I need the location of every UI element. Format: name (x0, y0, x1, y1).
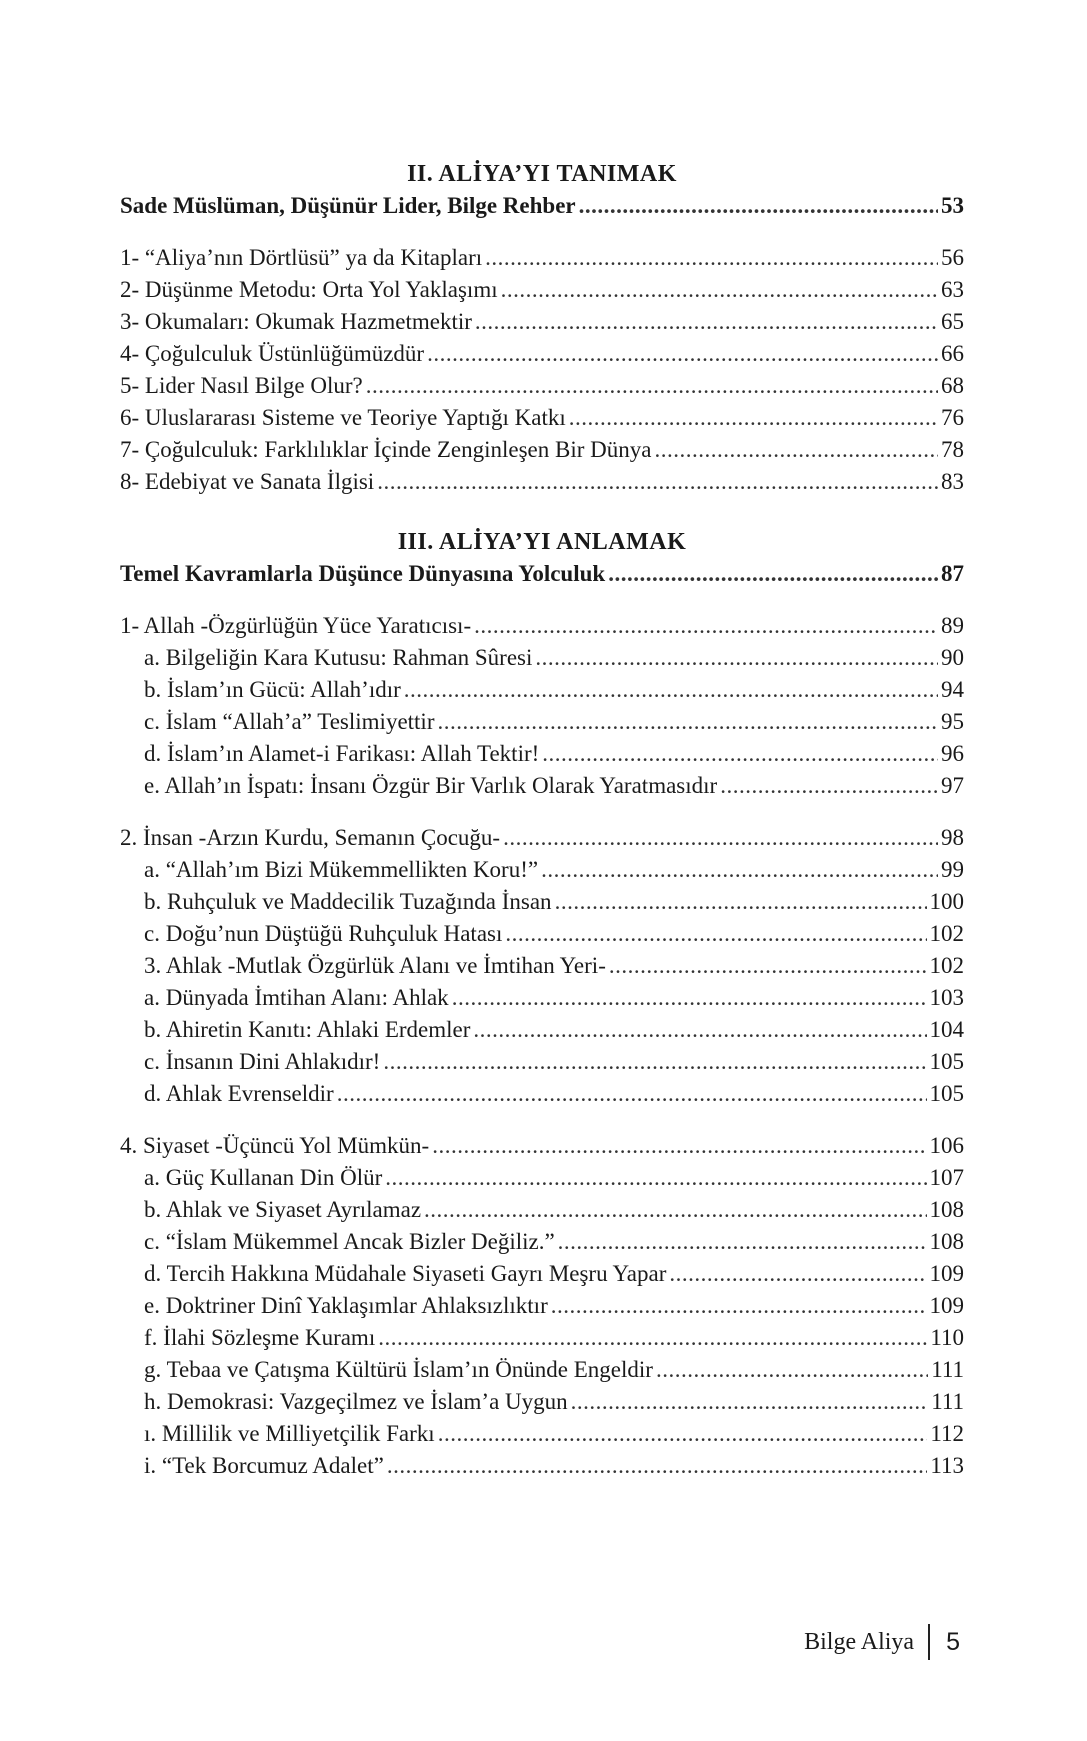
dot-leader (571, 1386, 929, 1418)
entry-label: g. Tebaa ve Çatışma Kültürü İslam’ın Önünde Engeldir (144, 1357, 653, 1382)
dot-leader (432, 1130, 926, 1162)
entry-page: 108 (929, 1229, 964, 1254)
entry-label: 1- Allah -Özgürlüğün Yüce Yaratıcısı- (120, 613, 472, 638)
entry-page: 90 (941, 645, 964, 670)
dot-leader (337, 1078, 927, 1110)
part-2-entries (120, 242, 964, 498)
dot-leader (656, 1354, 928, 1386)
toc-entry[interactable] (120, 338, 964, 370)
entry-page: 112 (930, 1421, 964, 1446)
entry-page: 100 (929, 889, 964, 914)
dot-leader (654, 434, 938, 466)
toc-entry[interactable] (120, 370, 964, 402)
entry-label: e. Allah’ın İspatı: İnsanı Özgür Bir Varlık Olarak Yaratmasıdır (144, 773, 718, 798)
entry-label: a. Güç Kullanan Din Ölür (144, 1165, 383, 1190)
dot-leader (404, 674, 938, 706)
dot-leader (366, 370, 938, 402)
entry-page: 103 (929, 985, 964, 1010)
entry-page: 109 (929, 1293, 964, 1318)
dot-leader (609, 950, 927, 982)
toc-subentry[interactable] (120, 1226, 964, 1258)
entry-page: 109 (929, 1261, 964, 1286)
entry-label: 8- Edebiyat ve Sanata İlgisi (120, 469, 375, 494)
entry-page: 94 (941, 677, 964, 702)
entry-page: 106 (929, 1133, 964, 1158)
entry-label: 6- Uluslararası Sisteme ve Teoriye Yaptığı Katkı (120, 405, 566, 430)
entry-label: b. Ahiretin Kanıtı: Ahlaki Erdemler (144, 1017, 471, 1042)
entry-page: 68 (941, 373, 964, 398)
entry-page: 105 (929, 1049, 964, 1074)
dot-leader (427, 338, 938, 370)
toc-entry[interactable] (120, 1130, 964, 1162)
section-siyaset (120, 1130, 964, 1482)
entry-label: d. İslam’ın Alamet-i Farikası: Allah Tektir! (144, 741, 540, 766)
entry-label: 4- Çoğulculuk Üstünlüğümüzdür (120, 341, 425, 366)
entry-page: 108 (929, 1197, 964, 1222)
toc-subentry[interactable] (120, 1194, 964, 1226)
part-2-title: II. ALİYA’YI TANIMAK (407, 161, 677, 187)
entry-label: a. Dünyada İmtihan Alanı: Ahlak (144, 985, 449, 1010)
entry-page: 96 (941, 741, 964, 766)
dot-leader (377, 466, 938, 498)
entry-label: c. Doğu’nun Düştüğü Ruhçuluk Hatası (144, 921, 503, 946)
entry-page: 87 (941, 561, 964, 586)
entry-label: 5- Lider Nasıl Bilge Olur? (120, 373, 363, 398)
toc-entry[interactable] (120, 242, 964, 274)
dot-leader (669, 1258, 926, 1290)
toc-subentry[interactable] (120, 1322, 964, 1354)
dot-leader (569, 402, 938, 434)
entry-label: 1- “Aliya’nın Dörtlüsü” ya da Kitapları (120, 245, 483, 270)
dot-leader (555, 886, 927, 918)
page-footer (804, 1624, 960, 1660)
section-allah (120, 610, 964, 802)
part-3-title: III. ALİYA’YI ANLAMAK (397, 529, 687, 555)
entry-page: 76 (941, 405, 964, 430)
toc-part-3 (120, 526, 964, 1482)
dot-leader (437, 706, 938, 738)
entry-label: 3- Okumaları: Okumak Hazmetmektir (120, 309, 472, 334)
toc-entry[interactable] (120, 822, 964, 854)
toc-entry[interactable] (120, 434, 964, 466)
entry-label: 3. Ahlak -Mutlak Özgürlük Alanı ve İmtihan Yeri- (144, 953, 606, 978)
dot-leader (541, 854, 938, 886)
footer-divider (928, 1624, 930, 1660)
toc-subentry[interactable] (120, 1450, 964, 1482)
entry-label: Sade Müslüman, Düşünür Lider, Bilge Rehber (120, 193, 576, 218)
entry-page: 107 (929, 1165, 964, 1190)
entry-label: d. Ahlak Evrenseldir (144, 1081, 334, 1106)
toc-subentry[interactable] (120, 1078, 964, 1110)
entry-page: 65 (941, 309, 964, 334)
toc-part-2 (120, 158, 964, 498)
entry-page: 111 (931, 1389, 964, 1414)
entry-label: Temel Kavramlarla Düşünce Dünyasına Yolculuk (120, 561, 606, 586)
entry-label: c. “İslam Mükemmel Ancak Bizler Değiliz.” (144, 1229, 555, 1254)
part-2-heading-entry[interactable] (120, 190, 964, 222)
dot-leader (474, 610, 938, 642)
entry-label: b. İslam’ın Gücü: Allah’ıdır (144, 677, 401, 702)
section-insan-ahlak (120, 822, 964, 1110)
toc-subentry[interactable] (120, 770, 964, 802)
dot-leader (608, 558, 938, 590)
dot-leader (475, 306, 938, 338)
toc-subentry[interactable] (120, 982, 964, 1014)
toc-subentry[interactable] (120, 918, 964, 950)
dot-leader (438, 1418, 928, 1450)
toc-subentry[interactable] (120, 1162, 964, 1194)
toc-subentry[interactable] (120, 1418, 964, 1450)
book-title: Bilge Aliya (804, 1628, 915, 1655)
toc-subentry[interactable] (120, 950, 964, 982)
entry-page: 110 (930, 1325, 964, 1350)
dot-leader (452, 982, 927, 1014)
entry-label: 2. İnsan -Arzın Kurdu, Semanın Çocuğu- (120, 825, 501, 850)
dot-leader (473, 1014, 926, 1046)
entry-label: 7- Çoğulculuk: Farklılıklar İçinde Zenginleşen Bir Dünya (120, 437, 652, 462)
entry-label: f. İlahi Sözleşme Kuramı (144, 1325, 376, 1350)
entry-page: 66 (941, 341, 964, 366)
entry-page: 111 (931, 1357, 964, 1382)
toc-subentry[interactable] (120, 706, 964, 738)
dot-leader (501, 274, 938, 306)
entry-label: c. İnsanın Dini Ahlakıdır! (144, 1049, 381, 1074)
entry-label: e. Doktriner Dinî Yaklaşımlar Ahlaksızlıktır (144, 1293, 548, 1318)
entry-label: a. Bilgeliğin Kara Kutusu: Rahman Sûresi (144, 645, 533, 670)
entry-page: 99 (941, 857, 964, 882)
entry-page: 78 (941, 437, 964, 462)
entry-page: 53 (941, 193, 964, 218)
page-number: 5 (946, 1627, 960, 1656)
entry-label: i. “Tek Borcumuz Adalet” (144, 1453, 384, 1478)
toc-entry[interactable] (120, 402, 964, 434)
dot-leader (387, 1450, 928, 1482)
toc-entry[interactable] (120, 306, 964, 338)
toc-subentry[interactable] (120, 1258, 964, 1290)
entry-page: 83 (941, 469, 964, 494)
entry-label: b. Ahlak ve Siyaset Ayrılamaz (144, 1197, 422, 1222)
entry-page: 95 (941, 709, 964, 734)
toc-entry[interactable] (120, 610, 964, 642)
toc-entry[interactable] (120, 274, 964, 306)
dot-leader (385, 1162, 926, 1194)
dot-leader (503, 822, 938, 854)
entry-page: 56 (941, 245, 964, 270)
entry-page: 104 (929, 1017, 964, 1042)
entry-page: 98 (941, 825, 964, 850)
entry-page: 89 (941, 613, 964, 638)
toc-subentry[interactable] (120, 674, 964, 706)
entry-page: 97 (941, 773, 964, 798)
toc-entry[interactable] (120, 466, 964, 498)
toc-subentry[interactable] (120, 738, 964, 770)
entry-label: 4. Siyaset -Üçüncü Yol Mümkün- (120, 1133, 430, 1158)
entry-page: 102 (929, 921, 964, 946)
entry-label: d. Tercih Hakkına Müdahale Siyaseti Gayrı Meşru Yapar (144, 1261, 667, 1286)
dot-leader (424, 1194, 926, 1226)
dot-leader (378, 1322, 927, 1354)
entry-label: a. “Allah’ım Bizi Mükemmellikten Koru!” (144, 857, 539, 882)
toc-subentry[interactable] (120, 854, 964, 886)
toc-subentry[interactable] (120, 1386, 964, 1418)
dot-leader (720, 770, 938, 802)
dot-leader (579, 190, 938, 222)
toc-subentry[interactable] (120, 642, 964, 674)
dot-leader (535, 642, 938, 674)
dot-leader (558, 1226, 927, 1258)
entry-page: 113 (930, 1453, 964, 1478)
toc-subentry[interactable] (120, 1290, 964, 1322)
entry-label: 2- Düşünme Metodu: Orta Yol Yaklaşımı (120, 277, 498, 302)
toc-subentry[interactable] (120, 1014, 964, 1046)
toc-subentry[interactable] (120, 886, 964, 918)
entry-page: 102 (929, 953, 964, 978)
entry-label: b. Ruhçuluk ve Maddecilik Tuzağında İnsan (144, 889, 552, 914)
entry-label: c. İslam “Allah’a” Teslimiyettir (144, 709, 435, 734)
toc-subentry[interactable] (120, 1046, 964, 1078)
dot-leader (551, 1290, 927, 1322)
entry-label: ı. Millilik ve Milliyetçilik Farkı (144, 1421, 435, 1446)
entry-label: h. Demokrasi: Vazgeçilmez ve İslam’a Uygun (144, 1389, 568, 1414)
entry-page: 63 (941, 277, 964, 302)
toc-subentry[interactable] (120, 1354, 964, 1386)
dot-leader (485, 242, 938, 274)
dot-leader (505, 918, 926, 950)
dot-leader (383, 1046, 926, 1078)
part-3-heading-entry[interactable] (120, 558, 964, 590)
dot-leader (542, 738, 938, 770)
entry-page: 105 (929, 1081, 964, 1106)
